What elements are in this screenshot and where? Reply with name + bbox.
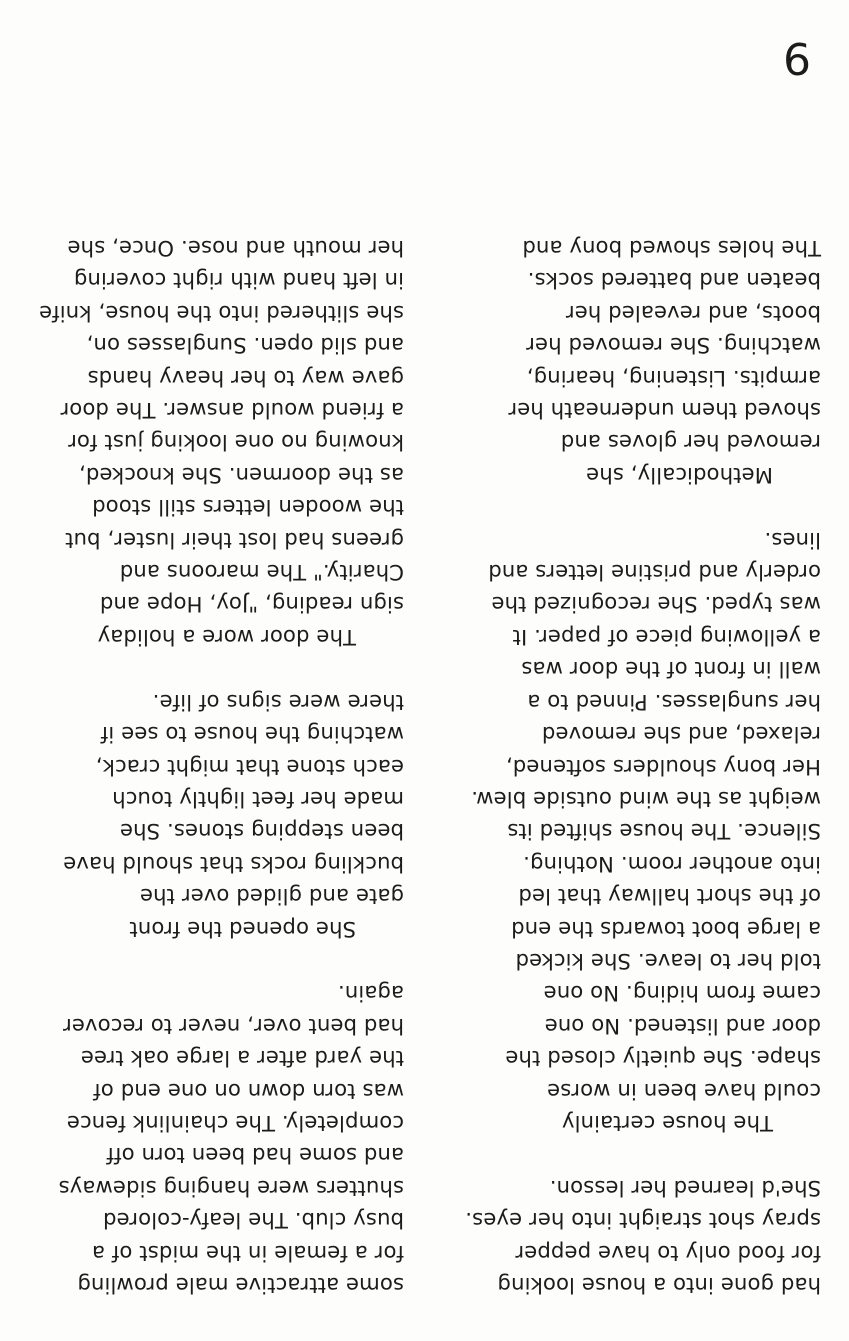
text-line: in left hand with right covering: [73, 268, 404, 294]
text-line: a large boot towards the end: [511, 916, 821, 942]
text-line: watching. She removed her: [526, 333, 821, 359]
text-line: the yard after a large oak tree: [80, 1046, 404, 1072]
paragraph: [431, 523, 821, 1139]
text-line: made her feet lightly touch: [112, 786, 404, 812]
text-line: weight as the wind outside blew.: [471, 786, 821, 812]
text-line: armpits. Listening, hearing,: [526, 365, 821, 391]
text-line: greens had lost their luster, but: [65, 527, 404, 553]
text-line: into another room. Nothing.: [523, 851, 821, 877]
text-line: her mouth and nose. Once, she: [67, 236, 404, 262]
text-line: for a female in the midst of a: [91, 1240, 404, 1266]
text-line: The holes showed bony and: [522, 236, 821, 262]
text-column-left: [431, 199, 821, 1301]
text-line: again.: [337, 981, 404, 1007]
text-line: a yellowing piece of paper. It: [512, 624, 821, 650]
text-line: could have been in worse: [546, 1078, 821, 1104]
text-line: gave way to her heavy hands: [87, 365, 404, 391]
text-line: boots, and revealed her: [565, 300, 821, 326]
text-line: beaten and battered socks.: [527, 268, 821, 294]
paragraph: [14, 977, 404, 1301]
text-line: relaxed, and she removed: [541, 722, 821, 748]
text-line: Methodically, she: [586, 462, 773, 488]
text-line: told her to leave. She kicked: [515, 948, 821, 974]
text-line: her sunglasses. Pinned to a: [527, 689, 821, 715]
text-line: there were signs of life.: [152, 689, 404, 715]
text-line: sign reading, "Joy, Hope and: [99, 592, 404, 618]
text-line: removed her gloves and: [560, 430, 821, 456]
text-line: shutters were hanging sideways: [58, 1175, 404, 1201]
text-line: She opened the front: [129, 916, 356, 942]
text-line: busy club. The leafy-colored: [102, 1208, 404, 1234]
text-line: as the doormen. She knocked,: [78, 462, 404, 488]
text-line: orderly and pristine letters and: [488, 560, 821, 586]
text-line: had gone into a house looking: [497, 1273, 821, 1298]
text-line: door and listened. No one: [544, 1013, 821, 1039]
text-line: buckling rocks that should have: [63, 851, 404, 877]
text-line: spray shot straight into her eyes.: [465, 1208, 821, 1234]
text-line: been stepping stones. She: [119, 819, 404, 845]
text-line: shape. She quietly closed the: [505, 1046, 821, 1072]
paragraph: [14, 232, 404, 653]
text-column-right: [14, 199, 404, 1301]
page-number: 9: [783, 32, 811, 83]
text-line: The door wore a holiday: [97, 624, 356, 650]
text-line: Her bony shoulders softened,: [505, 754, 821, 780]
paragraph: [14, 685, 404, 944]
text-line: a friend would answer. The door: [60, 398, 404, 424]
text-line: was torn down on one end of: [93, 1078, 404, 1104]
text-line: she slithered into the house, knife: [38, 300, 404, 326]
text-line: for food only to have pepper: [515, 1240, 821, 1266]
text-line: of the short hallway that led: [518, 884, 821, 910]
text-line: was typed. She recognized the: [491, 592, 821, 618]
text-line: and some had been torn off: [106, 1143, 404, 1169]
text-line: Silence. The house shifted its: [507, 819, 821, 845]
text-line: some attractive male prowling: [77, 1273, 404, 1298]
text-line: and slid open. Sunglasses on,: [86, 333, 404, 359]
text-line: Charity." The maroons and: [119, 560, 404, 586]
text-line: watching the house to see if: [100, 722, 404, 748]
text-line: shoved them underneath her: [508, 398, 821, 424]
text-line: She'd learned her lesson.: [549, 1175, 821, 1201]
text-line: lines.: [764, 527, 821, 553]
text-line: knowing no one looking just for: [68, 430, 404, 456]
text-line: each stone that might crack,: [95, 754, 404, 780]
text-line: the wooden letters still stood: [92, 495, 404, 521]
text-line: The house certainly: [561, 1110, 773, 1136]
paragraph: [431, 1171, 821, 1301]
text-line: came from hiding. No one: [543, 981, 821, 1007]
text-line: gate and glided over the: [139, 884, 404, 910]
text-line: had bent over, never to recover: [62, 1013, 404, 1039]
text-line: wall in front of the door was: [521, 657, 821, 683]
text-line: completely. The chainlink fence: [66, 1110, 404, 1136]
paragraph: [431, 232, 821, 491]
